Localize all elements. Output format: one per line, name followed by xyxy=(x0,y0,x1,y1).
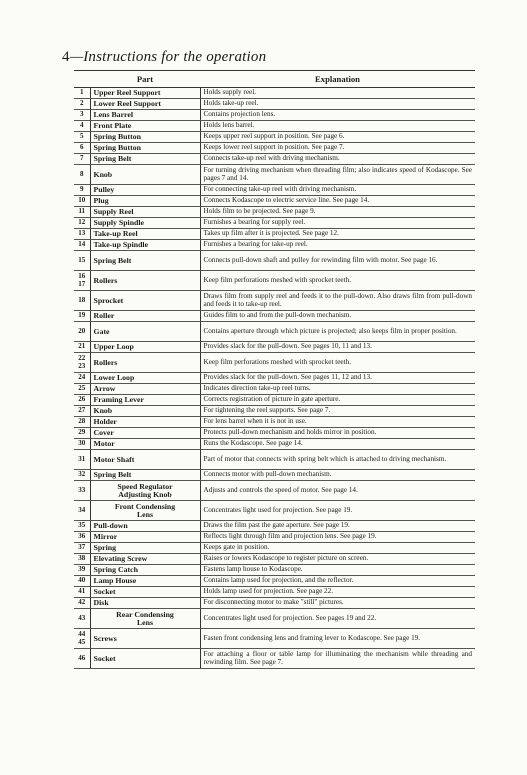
part-number: 28 xyxy=(74,417,90,428)
part-name: Screws xyxy=(90,629,200,649)
part-name: Rollers xyxy=(90,271,200,291)
part-explanation: Keep film perforations meshed with sprocket teeth. xyxy=(200,353,475,373)
part-name: Mirror xyxy=(90,532,200,543)
page-number: 4 xyxy=(62,49,70,65)
part-name: Lower Reel Support xyxy=(90,99,200,110)
part-explanation: For lens barrel when it is not in use. xyxy=(200,417,475,428)
blank-header xyxy=(74,71,90,88)
part-explanation: Holds lens barrel. xyxy=(200,121,475,132)
table-row xyxy=(74,229,475,240)
table-body xyxy=(74,88,475,669)
part-explanation: Draws film from supply reel and feeds it to the pull-down. Also draws film from pull-down and feeds it to take-up reel. xyxy=(200,291,475,311)
table-row xyxy=(74,565,475,576)
table-row xyxy=(74,121,475,132)
part-name: Spring Belt xyxy=(90,470,200,481)
part-name: Lens Barrel xyxy=(90,110,200,121)
table-row xyxy=(74,207,475,218)
part-name: Sprocket xyxy=(90,291,200,311)
part-number: 34 xyxy=(74,501,90,521)
part-name: Rear Condensing Lens xyxy=(90,609,200,629)
part-explanation: For disconnecting motor to make "still" pictures. xyxy=(200,598,475,609)
part-number: 12 xyxy=(74,218,90,229)
part-number: 16 17 xyxy=(74,271,90,291)
part-name: Holder xyxy=(90,417,200,428)
part-explanation: For tightening the reel supports. See page 7. xyxy=(200,406,475,417)
part-number: 31 xyxy=(74,450,90,470)
part-explanation: Takes up film after it is projected. See page 12. xyxy=(200,229,475,240)
part-explanation: Guides film to and from the pull-down mechanism. xyxy=(200,311,475,322)
table-row xyxy=(74,521,475,532)
part-name: Speed Regulator Adjusting Knob xyxy=(90,481,200,501)
part-explanation: Concentrates light used for projection. See pages 19 and 22. xyxy=(200,609,475,629)
table-row xyxy=(74,598,475,609)
part-name: Spring Belt xyxy=(90,154,200,165)
part-explanation: Holds take-up reel. xyxy=(200,99,475,110)
part-explanation: Connects motor with pull-down mechanism. xyxy=(200,470,475,481)
table-row xyxy=(74,218,475,229)
part-number: 26 xyxy=(74,395,90,406)
part-name: Gate xyxy=(90,322,200,342)
part-number: 6 xyxy=(74,143,90,154)
table-header-row xyxy=(74,71,475,88)
table-row xyxy=(74,428,475,439)
table-row xyxy=(74,532,475,543)
table-row xyxy=(74,291,475,311)
part-explanation: Holds supply reel. xyxy=(200,88,475,99)
part-name: Pull-down xyxy=(90,521,200,532)
part-name: Plug xyxy=(90,196,200,207)
table-row xyxy=(74,649,475,669)
table-row xyxy=(74,165,475,185)
part-explanation: Raises or lowers Kodascope to register picture on screen. xyxy=(200,554,475,565)
part-explanation: Connects take-up reel with driving mechanism. xyxy=(200,154,475,165)
table-row xyxy=(74,543,475,554)
part-number: 40 xyxy=(74,576,90,587)
part-number: 13 xyxy=(74,229,90,240)
part-explanation: For attaching a floor or table lamp for illuminating the mechanism while threading and rewinding film. See page 7. xyxy=(200,649,475,669)
part-number: 42 xyxy=(74,598,90,609)
part-number: 20 xyxy=(74,322,90,342)
part-explanation: For turning driving mechanism when threading film; also indicates speed of Kodascope. See pages 7 and 14. xyxy=(200,165,475,185)
part-name: Front Condensing Lens xyxy=(90,501,200,521)
part-name: Knob xyxy=(90,406,200,417)
part-explanation: Part of motor that connects with spring belt which is attached to driving mechanism. xyxy=(200,450,475,470)
part-explanation: Keeps gate in position. xyxy=(200,543,475,554)
table-row xyxy=(74,110,475,121)
table-row xyxy=(74,99,475,110)
part-number: 14 xyxy=(74,240,90,251)
part-explanation: Keeps lower reel support in position. See page 7. xyxy=(200,143,475,154)
part-explanation: Draws the film past the gate aperture. See page 19. xyxy=(200,521,475,532)
part-explanation: Fasten front condensing lens and framing lever to Kodascope. See page 19. xyxy=(200,629,475,649)
part-explanation: Contains lamp used for projection, and the reflector. xyxy=(200,576,475,587)
parts-table xyxy=(74,70,475,669)
part-name: Upper Loop xyxy=(90,342,200,353)
table-row xyxy=(74,481,475,501)
table-row xyxy=(74,251,475,271)
part-explanation: Holds film to be projected. See page 9. xyxy=(200,207,475,218)
table-row xyxy=(74,587,475,598)
part-explanation: Connects Kodascope to electric service line. See page 14. xyxy=(200,196,475,207)
part-name: Spring xyxy=(90,543,200,554)
part-number: 27 xyxy=(74,406,90,417)
part-number: 1 xyxy=(74,88,90,99)
part-number: 37 xyxy=(74,543,90,554)
table-row xyxy=(74,132,475,143)
page-title: —Instructions for the operation xyxy=(69,49,267,65)
table-row xyxy=(74,629,475,649)
part-explanation: Fastens lamp house to Kodascope. xyxy=(200,565,475,576)
part-number: 32 xyxy=(74,470,90,481)
table-row xyxy=(74,322,475,342)
part-explanation: Holds lamp used for projection. See page 22. xyxy=(200,587,475,598)
table-row xyxy=(74,154,475,165)
part-explanation: Concentrates light used for projection. See page 19. xyxy=(200,501,475,521)
part-explanation: Contains aperture through which picture is projected; also keeps film in proper position. xyxy=(200,322,475,342)
part-explanation: Protects pull-down mechanism and holds mirror in position. xyxy=(200,428,475,439)
part-name: Arrow xyxy=(90,384,200,395)
table-row xyxy=(74,501,475,521)
part-explanation: Keeps upper reel support in position. See page 6. xyxy=(200,132,475,143)
part-name: Disk xyxy=(90,598,200,609)
explanation-header: Explanation xyxy=(200,71,475,88)
part-name: Take-up Reel xyxy=(90,229,200,240)
part-name: Rollers xyxy=(90,353,200,373)
part-number: 33 xyxy=(74,481,90,501)
part-number: 41 xyxy=(74,587,90,598)
table-row xyxy=(74,185,475,196)
table-row xyxy=(74,353,475,373)
part-number: 4 xyxy=(74,121,90,132)
table-row xyxy=(74,470,475,481)
table-row xyxy=(74,450,475,470)
table-row xyxy=(74,406,475,417)
part-explanation: For connecting take-up reel with driving mechanism. xyxy=(200,185,475,196)
part-name: Front Plate xyxy=(90,121,200,132)
table-row xyxy=(74,196,475,207)
part-number: 46 xyxy=(74,649,90,669)
part-number: 2 xyxy=(74,99,90,110)
part-explanation: Furnishes a bearing for supply reel. xyxy=(200,218,475,229)
part-name: Socket xyxy=(90,649,200,669)
table-row xyxy=(74,554,475,565)
part-number: 36 xyxy=(74,532,90,543)
part-name: Lamp House xyxy=(90,576,200,587)
part-name: Knob xyxy=(90,165,200,185)
part-explanation: Runs the Kodascope. See page 14. xyxy=(200,439,475,450)
part-header: Part xyxy=(90,71,200,88)
part-number: 38 xyxy=(74,554,90,565)
part-number: 10 xyxy=(74,196,90,207)
table-row xyxy=(74,609,475,629)
part-name: Elevating Screw xyxy=(90,554,200,565)
table-row xyxy=(74,143,475,154)
part-explanation: Connects pull-down shaft and pulley for rewinding film with motor. See page 16. xyxy=(200,251,475,271)
table-row xyxy=(74,384,475,395)
part-explanation: Adjusts and controls the speed of motor. See page 14. xyxy=(200,481,475,501)
part-number: 21 xyxy=(74,342,90,353)
table-row xyxy=(74,417,475,428)
part-number: 7 xyxy=(74,154,90,165)
part-number: 29 xyxy=(74,428,90,439)
table-row xyxy=(74,88,475,99)
part-explanation: Provides slack for the pull-down. See pages 10, 11 and 13. xyxy=(200,342,475,353)
part-name: Socket xyxy=(90,587,200,598)
part-explanation: Provides slack for the pull-down. See pages 11, 12 and 13. xyxy=(200,373,475,384)
part-name: Motor xyxy=(90,439,200,450)
part-number: 19 xyxy=(74,311,90,322)
part-number: 24 xyxy=(74,373,90,384)
page-heading xyxy=(62,49,266,66)
part-number: 9 xyxy=(74,185,90,196)
part-number: 35 xyxy=(74,521,90,532)
table-row xyxy=(74,373,475,384)
part-name: Spring Button xyxy=(90,132,200,143)
part-explanation: Keep film perforations meshed with sprocket teeth. xyxy=(200,271,475,291)
table-row xyxy=(74,576,475,587)
table-row xyxy=(74,240,475,251)
part-number: 8 xyxy=(74,165,90,185)
part-number: 22 23 xyxy=(74,353,90,373)
table-row xyxy=(74,439,475,450)
part-number: 11 xyxy=(74,207,90,218)
part-number: 18 xyxy=(74,291,90,311)
part-explanation: Reflects light through film and projection lens. See page 19. xyxy=(200,532,475,543)
part-number: 3 xyxy=(74,110,90,121)
part-number: 15 xyxy=(74,251,90,271)
part-name: Cover xyxy=(90,428,200,439)
part-number: 39 xyxy=(74,565,90,576)
part-number: 44 45 xyxy=(74,629,90,649)
part-number: 43 xyxy=(74,609,90,629)
part-name: Take-up Spindle xyxy=(90,240,200,251)
part-name: Lower Loop xyxy=(90,373,200,384)
part-name: Supply Reel xyxy=(90,207,200,218)
part-name: Motor Shaft xyxy=(90,450,200,470)
table-row xyxy=(74,271,475,291)
part-number: 5 xyxy=(74,132,90,143)
part-name: Spring Button xyxy=(90,143,200,154)
part-explanation: Indicates direction take-up reel turns. xyxy=(200,384,475,395)
part-name: Spring Belt xyxy=(90,251,200,271)
part-name: Upper Reel Support xyxy=(90,88,200,99)
part-number: 30 xyxy=(74,439,90,450)
part-name: Supply Spindle xyxy=(90,218,200,229)
part-explanation: Corrects registration of picture in gate aperture. xyxy=(200,395,475,406)
table-row xyxy=(74,395,475,406)
part-explanation: Furnishes a bearing for take-up reel. xyxy=(200,240,475,251)
part-number: 25 xyxy=(74,384,90,395)
part-name: Spring Catch xyxy=(90,565,200,576)
part-name: Framing Lever xyxy=(90,395,200,406)
part-name: Pulley xyxy=(90,185,200,196)
table-row xyxy=(74,342,475,353)
table-row xyxy=(74,311,475,322)
part-explanation: Contains projection lens. xyxy=(200,110,475,121)
part-name: Roller xyxy=(90,311,200,322)
